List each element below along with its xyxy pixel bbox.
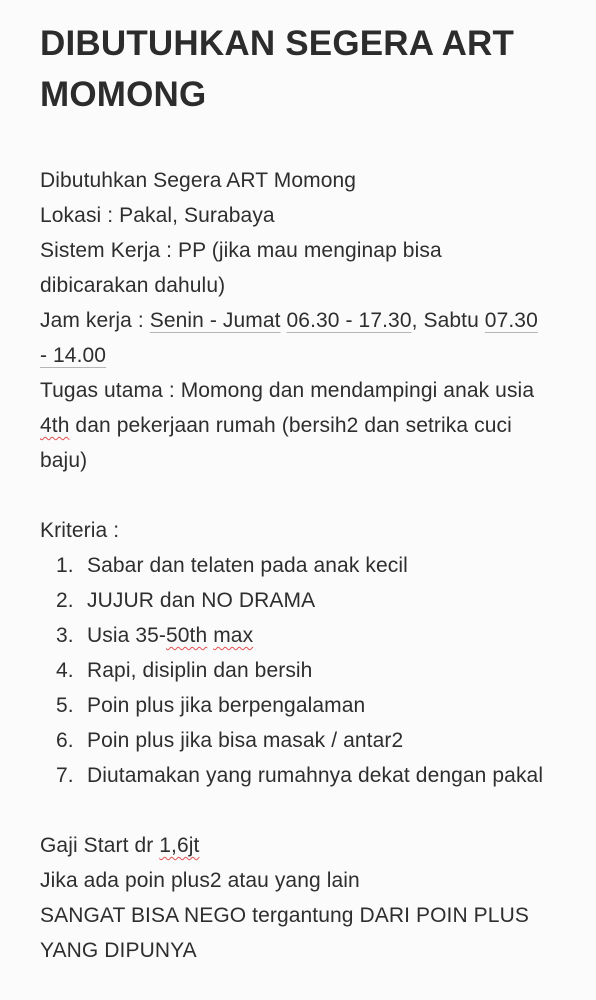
list-item-text: Rapi, disiplin dan bersih bbox=[87, 659, 313, 682]
page-title: DIBUTUHKAN SEGERA ART MOMONG bbox=[40, 24, 515, 114]
spellcheck-word: 4th bbox=[40, 414, 70, 437]
spellcheck-word: 50th bbox=[166, 624, 208, 647]
blank-line bbox=[40, 478, 556, 513]
list-number: 6. bbox=[56, 729, 74, 752]
blank-line bbox=[40, 793, 556, 828]
jam-kerja-mid: , Sabtu bbox=[411, 309, 485, 332]
list-item bbox=[40, 548, 556, 583]
nego-line: SANGAT BISA NEGO tergantung DARI POIN PLUS YANG DIPUNYA bbox=[40, 904, 529, 962]
sistem-kerja-line: Sistem Kerja : PP (jika mau menginap bisa dibicarakan dahulu) bbox=[40, 239, 442, 297]
list-item bbox=[40, 583, 556, 618]
list-item bbox=[40, 618, 556, 653]
list-item-text: Sabar dan telaten pada anak kecil bbox=[87, 554, 408, 577]
list-item-text: Poin plus jika bisa masak / antar2 bbox=[87, 729, 404, 752]
list-number: 2. bbox=[56, 589, 74, 612]
kriteria-list bbox=[40, 548, 556, 793]
list-item-text: Poin plus jika berpengalaman bbox=[87, 694, 366, 717]
list-number: 5. bbox=[56, 694, 74, 717]
list-item-text: Usia 35- bbox=[87, 624, 166, 647]
tugas-line bbox=[40, 373, 550, 478]
jam-kerja-days-link[interactable]: Senin - Jumat bbox=[149, 309, 281, 332]
spellcheck-word: max bbox=[213, 624, 254, 647]
lokasi-line: Lokasi : Pakal, Surabaya bbox=[40, 204, 275, 227]
jam-kerja-line bbox=[40, 303, 540, 373]
intro-line: Dibutuhkan Segera ART Momong bbox=[40, 169, 357, 192]
spellcheck-word: 1,6jt bbox=[159, 834, 200, 857]
list-item bbox=[40, 653, 556, 688]
jam-kerja-time-1-link[interactable]: 06.30 - 17.30 bbox=[286, 309, 412, 332]
list-item-text: Diutamakan yang rumahnya dekat dengan pakal bbox=[87, 764, 544, 787]
tugas-text-a: Tugas utama : Momong dan mendampingi anak usia bbox=[40, 379, 535, 402]
gaji-line bbox=[40, 828, 556, 863]
gaji-prefix: Gaji Start dr bbox=[40, 834, 160, 857]
list-number: 1. bbox=[56, 554, 74, 577]
list-item bbox=[40, 758, 547, 793]
jam-kerja-prefix: Jam kerja : bbox=[40, 309, 150, 332]
list-item-text: JUJUR dan NO DRAMA bbox=[87, 589, 316, 612]
list-number: 3. bbox=[56, 624, 74, 647]
note-body[interactable] bbox=[40, 163, 556, 968]
tugas-text-b: dan pekerjaan rumah (bersih2 dan setrika cuci baju) bbox=[40, 414, 512, 472]
jam-kerja-time-2-link[interactable]: 07.30 - 14.00 bbox=[40, 309, 538, 367]
list-number: 4. bbox=[56, 659, 74, 682]
list-number: 7. bbox=[56, 764, 74, 787]
list-item bbox=[40, 688, 556, 723]
list-item bbox=[40, 723, 556, 758]
poin-plus-line: Jika ada poin plus2 atau yang lain bbox=[40, 869, 360, 892]
kriteria-heading: Kriteria : bbox=[40, 519, 120, 542]
